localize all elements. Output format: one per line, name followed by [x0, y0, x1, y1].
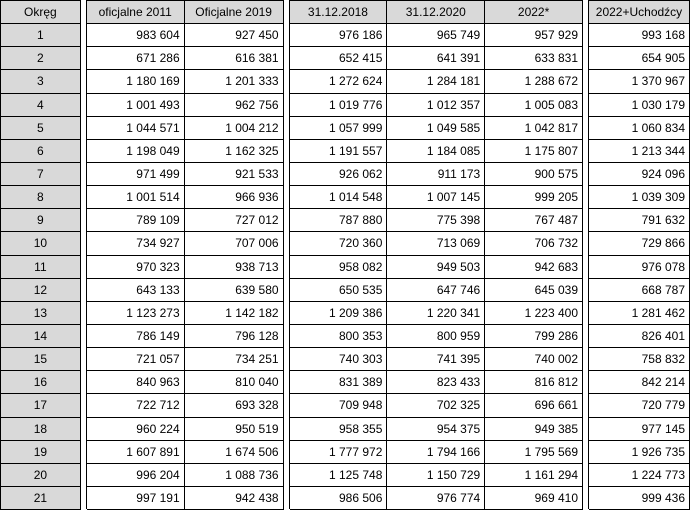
header-row [1, 1, 690, 24]
cell-31-12-2018[interactable]: 1 014 548 [289, 186, 387, 209]
cell-31-12-2018[interactable]: 740 303 [289, 348, 387, 371]
cell-31-12-2020[interactable]: 965 749 [387, 24, 485, 47]
cell-okreg[interactable]: 7 [1, 162, 81, 185]
cell-2022[interactable]: 706 732 [485, 232, 583, 255]
cell-oficjalne-2011[interactable]: 734 927 [86, 232, 184, 255]
cell-2022[interactable]: 816 812 [485, 371, 583, 394]
cell-oficjalne-2019[interactable]: 1 088 736 [184, 463, 283, 486]
cell-2022[interactable]: 767 487 [485, 209, 583, 232]
cell-31-12-2018[interactable]: 1 125 748 [289, 463, 387, 486]
table-row [1, 440, 690, 463]
cell-31-12-2018[interactable]: 986 506 [289, 486, 387, 509]
cell-oficjalne-2011[interactable]: 1 198 049 [86, 139, 184, 162]
cell-oficjalne-2019[interactable]: 639 580 [184, 278, 283, 301]
cell-2022-uchodzcy[interactable]: 1 224 773 [588, 463, 689, 486]
cell-oficjalne-2011[interactable]: 960 224 [86, 417, 184, 440]
cell-31-12-2020[interactable]: 647 746 [387, 278, 485, 301]
cell-oficjalne-2019[interactable]: 938 713 [184, 255, 283, 278]
cell-oficjalne-2011[interactable]: 971 499 [86, 162, 184, 185]
cell-31-12-2018[interactable]: 1 057 999 [289, 116, 387, 139]
cell-oficjalne-2011[interactable]: 997 191 [86, 486, 184, 509]
cell-2022[interactable]: 900 575 [485, 162, 583, 185]
cell-2022-uchodzcy[interactable]: 668 787 [588, 278, 689, 301]
cell-31-12-2020[interactable]: 1 184 085 [387, 139, 485, 162]
cell-2022-uchodzcy[interactable]: 654 905 [588, 47, 689, 70]
table-row [1, 394, 690, 417]
cell-oficjalne-2019[interactable]: 693 328 [184, 394, 283, 417]
cell-31-12-2018[interactable]: 800 353 [289, 324, 387, 347]
cell-31-12-2018[interactable]: 720 360 [289, 232, 387, 255]
table-row [1, 232, 690, 255]
cell-oficjalne-2019[interactable]: 1 201 333 [184, 70, 283, 93]
cell-31-12-2020[interactable]: 1 794 166 [387, 440, 485, 463]
header-2022[interactable]: 2022* [485, 1, 583, 24]
table-row [1, 209, 690, 232]
cell-oficjalne-2019[interactable]: 950 519 [184, 417, 283, 440]
cell-okreg[interactable]: 16 [1, 371, 81, 394]
table-row [1, 70, 690, 93]
cell-2022-uchodzcy[interactable]: 1 370 967 [588, 70, 689, 93]
cell-2022[interactable]: 645 039 [485, 278, 583, 301]
cell-oficjalne-2011[interactable]: 643 133 [86, 278, 184, 301]
table-row [1, 116, 690, 139]
cell-oficjalne-2019[interactable]: 734 251 [184, 348, 283, 371]
cell-2022[interactable]: 696 661 [485, 394, 583, 417]
cell-2022-uchodzcy[interactable]: 1 060 834 [588, 116, 689, 139]
cell-oficjalne-2011[interactable]: 1 001 493 [86, 93, 184, 116]
cell-okreg[interactable]: 15 [1, 348, 81, 371]
cell-okreg[interactable]: 5 [1, 116, 81, 139]
cell-2022-uchodzcy[interactable]: 977 145 [588, 417, 689, 440]
cell-okreg[interactable]: 21 [1, 486, 81, 509]
cell-2022-uchodzcy[interactable]: 1 039 309 [588, 186, 689, 209]
cell-oficjalne-2011[interactable]: 996 204 [86, 463, 184, 486]
table-row [1, 24, 690, 47]
cell-31-12-2020[interactable]: 1 220 341 [387, 301, 485, 324]
cell-oficjalne-2011[interactable]: 1 180 169 [86, 70, 184, 93]
cell-okreg[interactable]: 13 [1, 301, 81, 324]
cell-2022-uchodzcy[interactable]: 1 926 735 [588, 440, 689, 463]
cell-31-12-2018[interactable]: 926 062 [289, 162, 387, 185]
cell-31-12-2020[interactable]: 1 012 357 [387, 93, 485, 116]
cell-okreg[interactable]: 1 [1, 24, 81, 47]
cell-31-12-2020[interactable]: 713 069 [387, 232, 485, 255]
cell-oficjalne-2011[interactable]: 721 057 [86, 348, 184, 371]
cell-2022-uchodzcy[interactable]: 924 096 [588, 162, 689, 185]
cell-31-12-2018[interactable]: 958 355 [289, 417, 387, 440]
cell-31-12-2018[interactable]: 1 019 776 [289, 93, 387, 116]
cell-oficjalne-2019[interactable]: 927 450 [184, 24, 283, 47]
cell-31-12-2018[interactable]: 652 415 [289, 47, 387, 70]
cell-31-12-2018[interactable]: 650 535 [289, 278, 387, 301]
cell-2022-uchodzcy[interactable]: 993 168 [588, 24, 689, 47]
cell-31-12-2020[interactable]: 976 774 [387, 486, 485, 509]
cell-31-12-2020[interactable]: 1 049 585 [387, 116, 485, 139]
table-row [1, 417, 690, 440]
cell-2022[interactable]: 999 205 [485, 186, 583, 209]
cell-okreg[interactable]: 11 [1, 255, 81, 278]
cell-31-12-2020[interactable]: 1 007 145 [387, 186, 485, 209]
cell-31-12-2020[interactable]: 949 503 [387, 255, 485, 278]
cell-2022[interactable]: 740 002 [485, 348, 583, 371]
cell-oficjalne-2011[interactable]: 671 286 [86, 47, 184, 70]
cell-2022-uchodzcy[interactable]: 826 401 [588, 324, 689, 347]
cell-2022-uchodzcy[interactable]: 999 436 [588, 486, 689, 509]
header-31-12-2018[interactable]: 31.12.2018 [289, 1, 387, 24]
cell-oficjalne-2011[interactable]: 970 323 [86, 255, 184, 278]
table-row [1, 93, 690, 116]
cell-oficjalne-2019[interactable]: 616 381 [184, 47, 283, 70]
table-row [1, 348, 690, 371]
header-oficjalne-2011[interactable]: oficjalne 2011 [86, 1, 184, 24]
cell-2022[interactable]: 633 831 [485, 47, 583, 70]
cell-31-12-2020[interactable]: 702 325 [387, 394, 485, 417]
cell-oficjalne-2019[interactable]: 962 756 [184, 93, 283, 116]
table-row [1, 162, 690, 185]
cell-oficjalne-2011[interactable]: 722 712 [86, 394, 184, 417]
cell-31-12-2020[interactable]: 775 398 [387, 209, 485, 232]
cell-oficjalne-2019[interactable]: 707 006 [184, 232, 283, 255]
cell-2022-uchodzcy[interactable]: 1 030 179 [588, 93, 689, 116]
header-oficjalne-2019[interactable]: Oficjalne 2019 [184, 1, 283, 24]
cell-oficjalne-2011[interactable]: 1 044 571 [86, 116, 184, 139]
cell-31-12-2020[interactable]: 954 375 [387, 417, 485, 440]
cell-31-12-2018[interactable]: 1 191 557 [289, 139, 387, 162]
cell-2022[interactable]: 969 410 [485, 486, 583, 509]
cell-okreg[interactable]: 3 [1, 70, 81, 93]
cell-okreg[interactable]: 17 [1, 394, 81, 417]
cell-2022[interactable]: 949 385 [485, 417, 583, 440]
table-row [1, 463, 690, 486]
cell-okreg[interactable]: 2 [1, 47, 81, 70]
header-2022-uchodzcy[interactable]: 2022+Uchodźcy [588, 1, 689, 24]
cell-okreg[interactable]: 19 [1, 440, 81, 463]
cell-oficjalne-2011[interactable]: 789 109 [86, 209, 184, 232]
cell-31-12-2020[interactable]: 823 433 [387, 371, 485, 394]
table-row [1, 139, 690, 162]
cell-2022[interactable]: 799 286 [485, 324, 583, 347]
cell-2022[interactable]: 1 175 807 [485, 139, 583, 162]
header-31-12-2020[interactable]: 31.12.2020 [387, 1, 485, 24]
table-row [1, 324, 690, 347]
cell-2022-uchodzcy[interactable]: 976 078 [588, 255, 689, 278]
table-row [1, 301, 690, 324]
cell-okreg[interactable]: 6 [1, 139, 81, 162]
cell-okreg[interactable]: 14 [1, 324, 81, 347]
cell-31-12-2020[interactable]: 1 150 729 [387, 463, 485, 486]
cell-okreg[interactable]: 9 [1, 209, 81, 232]
cell-okreg[interactable]: 12 [1, 278, 81, 301]
cell-31-12-2020[interactable]: 1 284 181 [387, 70, 485, 93]
cell-31-12-2018[interactable]: 787 880 [289, 209, 387, 232]
cell-2022-uchodzcy[interactable]: 758 832 [588, 348, 689, 371]
cell-2022-uchodzcy[interactable]: 720 779 [588, 394, 689, 417]
table-row [1, 47, 690, 70]
cell-oficjalne-2019[interactable]: 810 040 [184, 371, 283, 394]
cell-oficjalne-2019[interactable]: 1 004 212 [184, 116, 283, 139]
cell-2022[interactable]: 1 005 083 [485, 93, 583, 116]
cell-oficjalne-2011[interactable]: 786 149 [86, 324, 184, 347]
cell-okreg[interactable]: 20 [1, 463, 81, 486]
cell-31-12-2018[interactable]: 1 777 972 [289, 440, 387, 463]
cell-oficjalne-2011[interactable]: 840 963 [86, 371, 184, 394]
cell-oficjalne-2011[interactable]: 1 607 891 [86, 440, 184, 463]
cell-oficjalne-2011[interactable]: 1 001 514 [86, 186, 184, 209]
cell-2022[interactable]: 1 223 400 [485, 301, 583, 324]
cell-okreg[interactable]: 8 [1, 186, 81, 209]
cell-okreg[interactable]: 4 [1, 93, 81, 116]
cell-oficjalne-2019[interactable]: 942 438 [184, 486, 283, 509]
cell-okreg[interactable]: 18 [1, 417, 81, 440]
cell-2022-uchodzcy[interactable]: 1 213 344 [588, 139, 689, 162]
cell-oficjalne-2019[interactable]: 1 142 182 [184, 301, 283, 324]
cell-31-12-2018[interactable]: 958 082 [289, 255, 387, 278]
cell-2022[interactable]: 942 683 [485, 255, 583, 278]
table-row [1, 486, 690, 509]
cell-31-12-2018[interactable]: 709 948 [289, 394, 387, 417]
cell-31-12-2020[interactable]: 800 959 [387, 324, 485, 347]
cell-okreg[interactable]: 10 [1, 232, 81, 255]
cell-oficjalne-2011[interactable]: 1 123 273 [86, 301, 184, 324]
cell-2022[interactable]: 1 795 569 [485, 440, 583, 463]
cell-31-12-2020[interactable]: 741 395 [387, 348, 485, 371]
cell-oficjalne-2019[interactable]: 1 674 506 [184, 440, 283, 463]
cell-31-12-2018[interactable]: 976 186 [289, 24, 387, 47]
cell-oficjalne-2019[interactable]: 727 012 [184, 209, 283, 232]
cell-31-12-2018[interactable]: 831 389 [289, 371, 387, 394]
table-row [1, 371, 690, 394]
cell-2022[interactable]: 957 929 [485, 24, 583, 47]
cell-oficjalne-2019[interactable]: 1 162 325 [184, 139, 283, 162]
cell-31-12-2018[interactable]: 1 209 386 [289, 301, 387, 324]
cell-2022-uchodzcy[interactable]: 729 866 [588, 232, 689, 255]
cell-31-12-2018[interactable]: 1 272 624 [289, 70, 387, 93]
cell-2022[interactable]: 1 161 294 [485, 463, 583, 486]
table-body [1, 24, 690, 510]
cell-2022-uchodzcy[interactable]: 791 632 [588, 209, 689, 232]
cell-2022[interactable]: 1 288 672 [485, 70, 583, 93]
table-row [1, 278, 690, 301]
cell-31-12-2020[interactable]: 911 173 [387, 162, 485, 185]
table-row [1, 186, 690, 209]
table-row [1, 255, 690, 278]
cell-2022[interactable]: 1 042 817 [485, 116, 583, 139]
header-okreg[interactable]: Okręg [1, 1, 81, 24]
cell-31-12-2020[interactable]: 641 391 [387, 47, 485, 70]
cell-oficjalne-2019[interactable]: 966 936 [184, 186, 283, 209]
cell-2022-uchodzcy[interactable]: 1 281 462 [588, 301, 689, 324]
cell-2022-uchodzcy[interactable]: 842 214 [588, 371, 689, 394]
cell-oficjalne-2011[interactable]: 983 604 [86, 24, 184, 47]
cell-oficjalne-2019[interactable]: 796 128 [184, 324, 283, 347]
cell-oficjalne-2019[interactable]: 921 533 [184, 162, 283, 185]
